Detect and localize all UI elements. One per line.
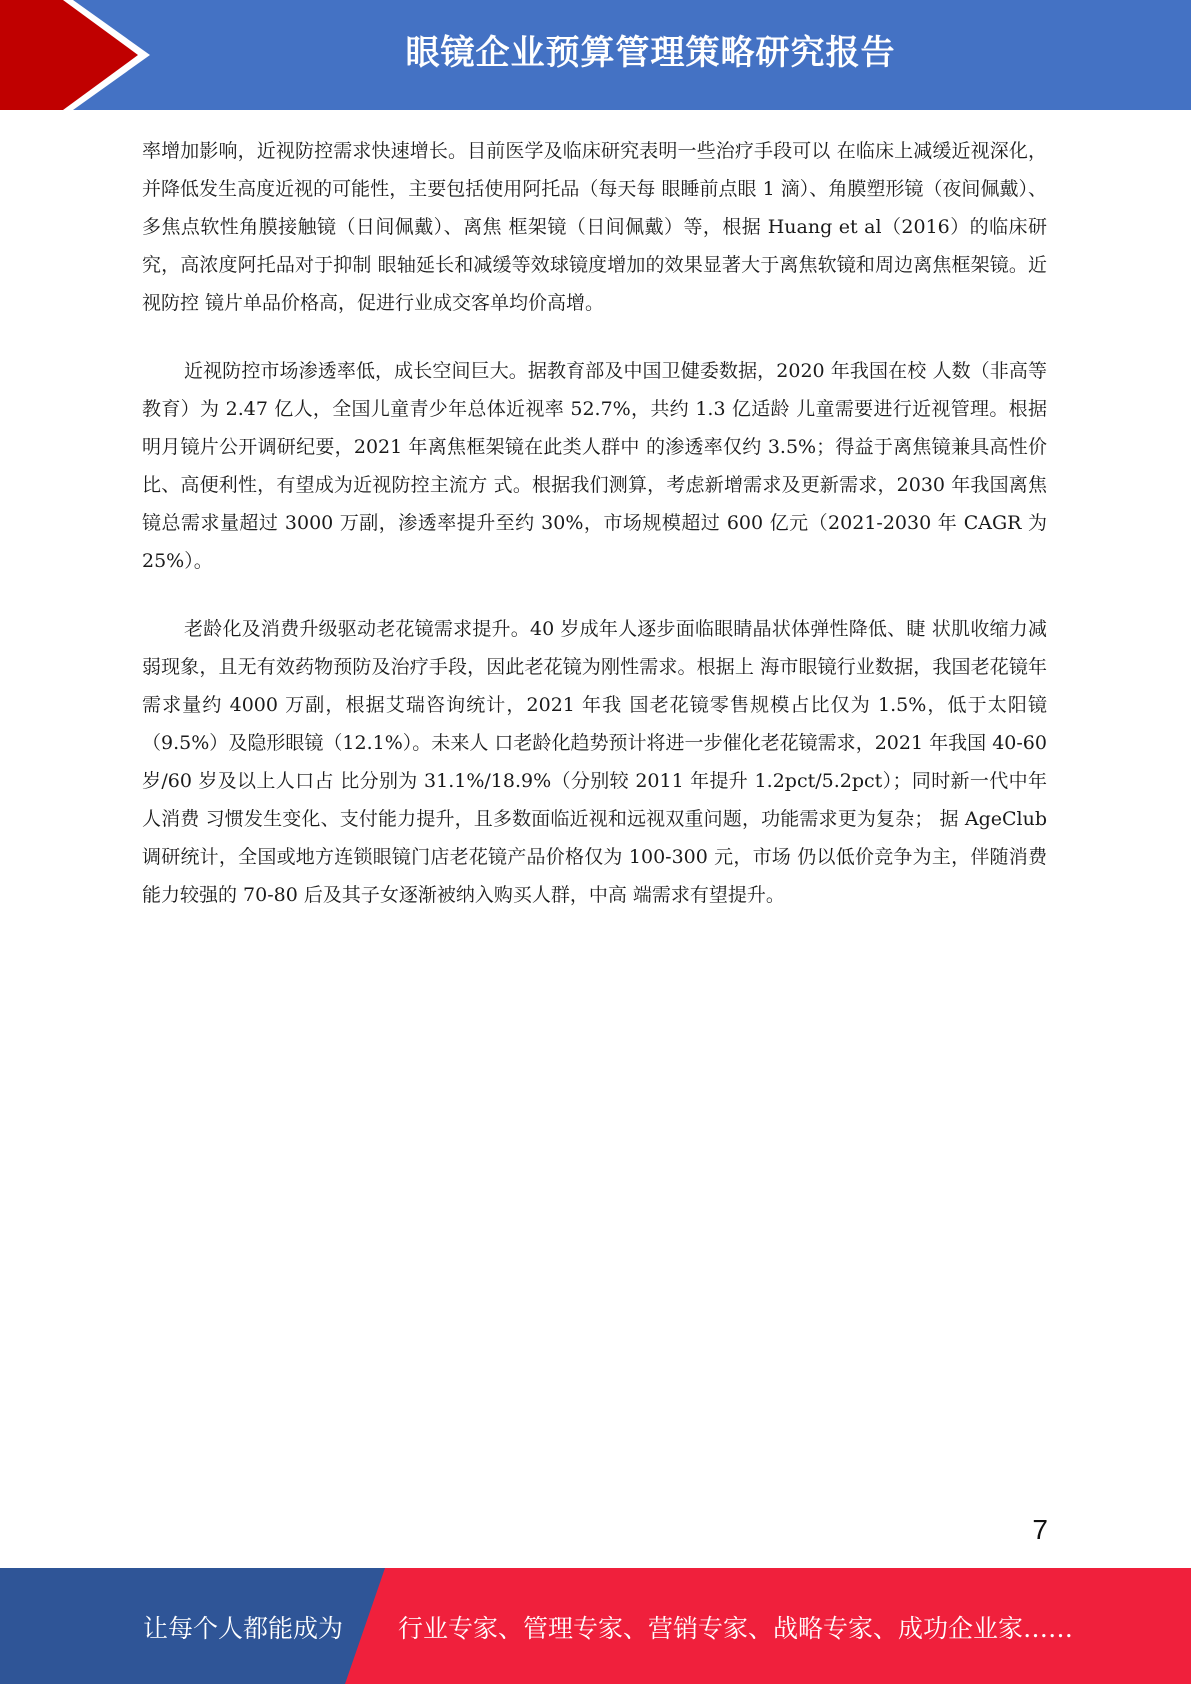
body-text [142,132,1047,944]
footer-slogan-left: 让每个人都能成为 [143,1614,344,1643]
page-number: 7 [1032,1514,1048,1545]
page-header [0,0,1191,110]
footer-slogan-right: 行业专家、管理专家、营销专家、战略专家、成功企业家…… [398,1614,1074,1643]
paragraph-myopia-treatment: 率增加影响，近视防控需求快速增长。目前医学及临床研究表明一些治疗手段可以 在临床上减缓近视深化，并降低发生高度近视的可能性，主要包括使用阿托品（每天每 眼睡前点眼 1 滴）、角膜塑形镜（夜间佩戴）、多焦点软性角膜接触镜（日间佩戴）、离焦 框架镜（日间佩戴）等，根据 Huang et al（2016）的临床研究，高浓度阿托品对于抑制 眼轴延长和减缓等效球镜度增加的效果显著大于离焦软镜和周边离焦框架镜。近视防控 镜片单品价格高，促进行业成交客单均价高增。 [142,140,1047,314]
page-footer [0,1568,1191,1684]
paragraph-myopia-market: 近视防控市场渗透率低，成长空间巨大。据教育部及中国卫健委数据，2020 年我国在校 人数（非高等教育）为 2.47 亿人，全国儿童青少年总体近视率 52.7%，共约 1.3 亿适龄 儿童需要进行近视管理。根据明月镜片公开调研纪要，2021 年离焦框架镜在此类人群中 的渗透率仅约 3.5%；得益于离焦镜兼具高性价比、高便利性，有望成为近视防控主流方 式。根据我们测算，考虑新增需求及更新需求，2030 年我国离焦镜总需求量超过 3000 万副，渗透率提升至约 30%，市场规模超过 600 亿元（2021-2030 年 CAGR 为 25%）。 [142,360,1047,572]
header-chevron-decoration [0,0,150,110]
paragraph-presbyopia-demand: 老龄化及消费升级驱动老花镜需求提升。40 岁成年人逐步面临眼睛晶状体弹性降低、睫 状肌收缩力减弱现象，且无有效药物预防及治疗手段，因此老花镜为刚性需求。根据上 海市眼镜行业数据，我国老花镜年需求量约 4000 万副，根据艾瑞咨询统计，2021 年我 国老花镜零售规模占比仅为 1.5%，低于太阳镜（9.5%）及隐形眼镜（12.1%）。未来人 口老龄化趋势预计将进一步催化老花镜需求，2021 年我国 40-60 岁/60 岁及以上人口占 比分别为 31.1%/18.9%（分别较 2011 年提升 1.2pct/5.2pct）；同时新一代中年人消费 习惯发生变化、支付能力提升，且多数面临近视和远视双重问题，功能需求更为复杂； 据 AgeClub 调研统计，全国或地方连锁眼镜门店老花镜产品价格仅为 100-300 元，市场 仍以低价竞争为主，伴随消费能力较强的 70-80 后及其子女逐渐被纳入购买人群，中高 端需求有望提升。 [142,618,1047,906]
report-title: 眼镜企业预算管理策略研究报告 [405,33,896,73]
